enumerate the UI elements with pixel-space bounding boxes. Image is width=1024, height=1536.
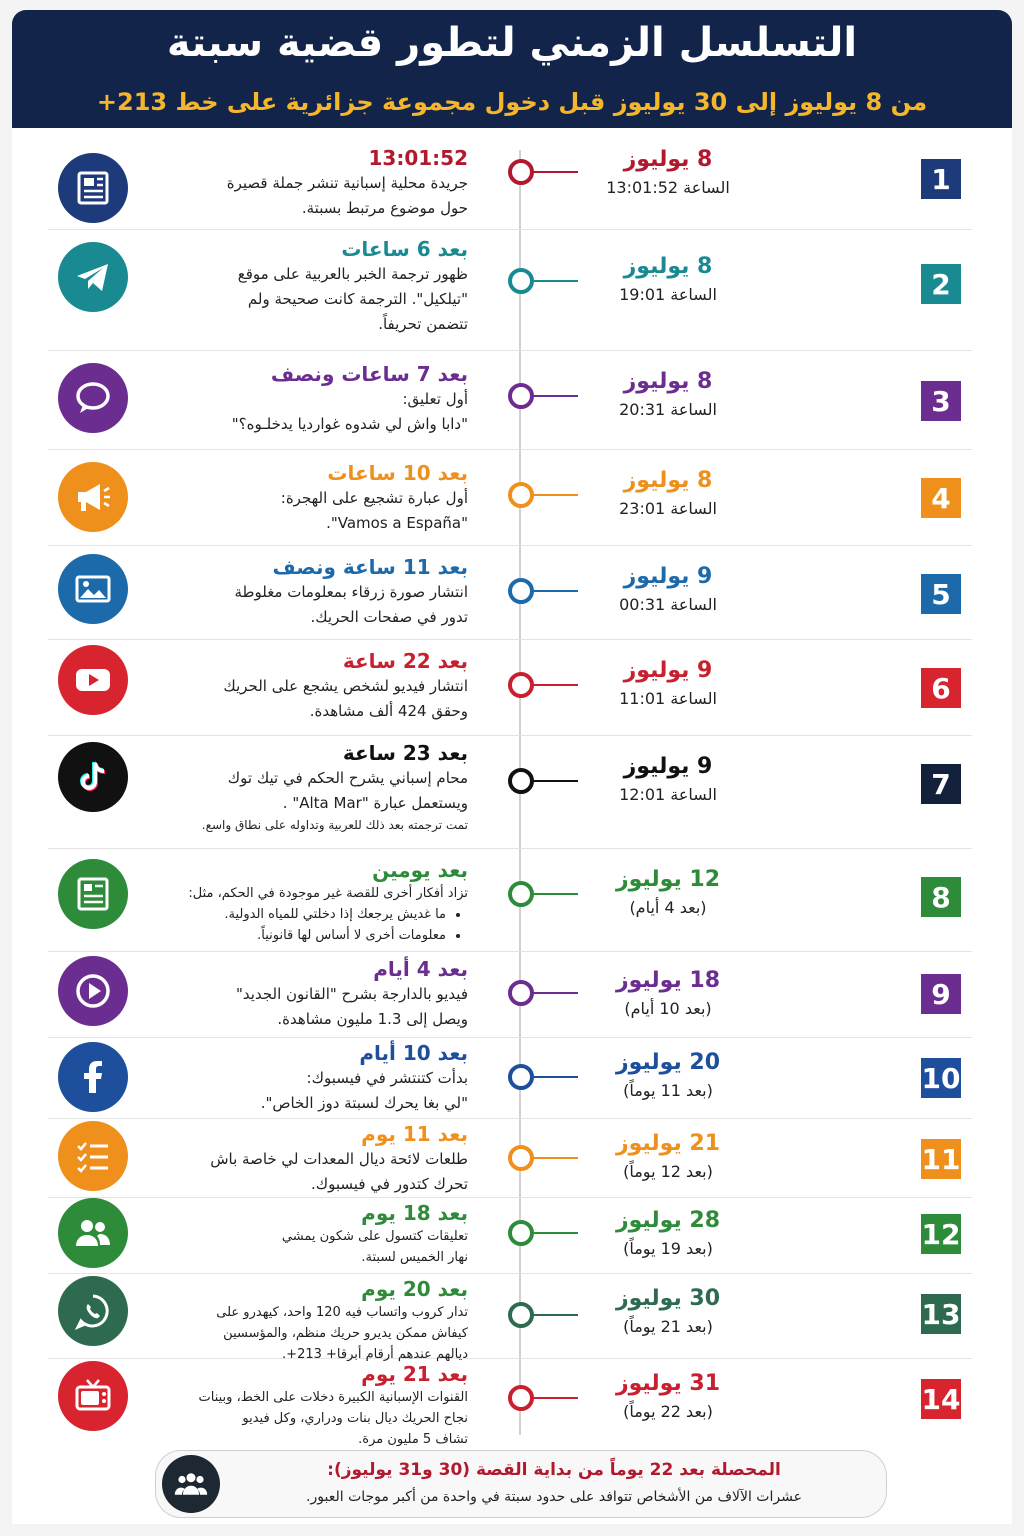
event-description bbox=[168, 262, 468, 337]
event-time: الساعة 13:01:52 bbox=[606, 178, 730, 197]
event-date: 20 يوليوز bbox=[615, 1050, 721, 1075]
event-date-block bbox=[568, 254, 768, 304]
event-line: "دابا واش لي شدوه غوارديا يدخلـوه؟" bbox=[231, 415, 468, 433]
event-date-block bbox=[568, 1208, 768, 1258]
timeline-row bbox=[48, 1359, 972, 1445]
event-heading: بعد 11 ساعة ونصف bbox=[272, 555, 468, 579]
event-bullet: • معلومات أخرى لا أساس لها قانونياً. bbox=[168, 925, 446, 946]
event-date-block bbox=[568, 1050, 768, 1100]
event-time: الساعة 00:31 bbox=[619, 595, 717, 614]
event-text bbox=[168, 1121, 468, 1197]
event-line: جريدة محلية إسبانية تنشر جملة قصيرة bbox=[226, 174, 468, 192]
event-heading: 13:01:52 bbox=[368, 146, 468, 170]
event-heading: بعد 6 ساعات bbox=[341, 237, 468, 261]
chat-bubble-icon bbox=[58, 363, 128, 433]
event-text bbox=[168, 554, 468, 630]
event-date: 9 يوليوز bbox=[623, 754, 713, 779]
event-bullet: • ما غديش يرجعك إذا دخلتي للمياه الدولية. bbox=[168, 904, 446, 925]
event-date: 21 يوليوز bbox=[615, 1131, 721, 1156]
event-heading: بعد يومين bbox=[372, 858, 468, 882]
event-date: 31 يوليوز bbox=[615, 1371, 721, 1396]
event-text bbox=[168, 361, 468, 437]
event-date: 12 يوليوز bbox=[615, 867, 721, 892]
megaphone-icon bbox=[58, 462, 128, 532]
timeline-row bbox=[48, 230, 972, 351]
event-heading: بعد 18 يوم bbox=[361, 1201, 468, 1225]
event-date: 9 يوليوز bbox=[623, 658, 713, 683]
event-line: حول موضوع مرتبط بسبتة. bbox=[301, 199, 468, 217]
youtube-icon bbox=[58, 645, 128, 715]
event-line: وحقق 424 ألف مشاهدة. bbox=[309, 702, 468, 720]
event-line: بدأت كتنتشر في فيسبوك: bbox=[306, 1069, 468, 1087]
tiktok-icon bbox=[58, 742, 128, 812]
play-icon bbox=[58, 956, 128, 1026]
event-date-block bbox=[568, 754, 768, 804]
event-line: ديالهم عندهم أرقام أبرقا+ 213+. bbox=[282, 1347, 468, 1362]
newspaper-icon bbox=[58, 153, 128, 223]
event-text bbox=[168, 145, 468, 221]
event-date-block bbox=[568, 147, 768, 197]
event-text bbox=[168, 1361, 468, 1450]
event-time: (بعد 21 يوماً) bbox=[623, 1317, 713, 1336]
event-date-block bbox=[568, 468, 768, 518]
event-line: انتشار فيديو لشخص يشجع على الحريك bbox=[223, 677, 468, 695]
event-line: ويستعمل عبارة "Alta Mar" . bbox=[282, 794, 468, 812]
event-text bbox=[168, 1276, 468, 1365]
event-date-block bbox=[568, 1371, 768, 1421]
event-description bbox=[168, 580, 468, 630]
event-line: فيديو بالدارجة بشرح "القانون الجديد" bbox=[236, 985, 468, 1003]
event-line: تزاد أفكار أخرى للقصة غير موجودة في الحكم، مثل: bbox=[188, 886, 468, 901]
event-text bbox=[168, 460, 468, 536]
timeline-row bbox=[48, 640, 972, 736]
event-date: 28 يوليوز bbox=[615, 1208, 721, 1233]
event-line: نهار الخميس لسبتة. bbox=[361, 1250, 468, 1265]
event-description bbox=[168, 1302, 468, 1365]
event-date-block bbox=[568, 1131, 768, 1181]
event-description bbox=[168, 1387, 468, 1450]
event-description bbox=[168, 1147, 468, 1197]
event-time: الساعة 19:01 bbox=[619, 285, 717, 304]
timeline-row bbox=[48, 1274, 972, 1362]
facebook-icon bbox=[58, 1042, 128, 1112]
whatsapp-icon bbox=[58, 1276, 128, 1346]
event-number: 10 bbox=[921, 1058, 961, 1098]
event-heading: بعد 4 أيام bbox=[373, 957, 468, 981]
users-icon bbox=[58, 1198, 128, 1268]
event-note: تمت ترجمته بعد ذلك للعربية وتداوله على نطاق واسع. bbox=[201, 818, 468, 832]
event-description bbox=[168, 486, 468, 536]
event-description bbox=[168, 1066, 468, 1116]
image-icon bbox=[58, 554, 128, 624]
timeline-row bbox=[48, 1038, 972, 1119]
event-text bbox=[168, 857, 468, 946]
event-description bbox=[168, 766, 468, 816]
event-number: 5 bbox=[921, 574, 961, 614]
event-date: 8 يوليوز bbox=[623, 468, 713, 493]
event-line: أول عبارة تشجيع على الهجرة: bbox=[280, 489, 468, 507]
event-time: الساعة 12:01 bbox=[619, 785, 717, 804]
event-line: تدور في صفحات الحريك. bbox=[310, 608, 468, 626]
timeline-row bbox=[48, 450, 972, 546]
event-number: 9 bbox=[921, 974, 961, 1014]
telegram-icon bbox=[58, 242, 128, 312]
event-time: (بعد 19 يوماً) bbox=[623, 1239, 713, 1258]
event-description bbox=[168, 883, 468, 946]
event-time: (بعد 22 يوماً) bbox=[623, 1402, 713, 1421]
event-time: (بعد 12 يوماً) bbox=[623, 1162, 713, 1181]
summary-title: المحصلة بعد 22 يوماً من بداية القصة (30 و31 يوليوز): bbox=[327, 1460, 781, 1480]
event-number: 8 bbox=[921, 877, 961, 917]
checklist-icon bbox=[58, 1121, 128, 1191]
event-line: كيفاش ممكن يديرو حريك منظم، والمؤسسين bbox=[223, 1326, 468, 1341]
event-line: طلعات لائحة ديال المعدات لي خاصة باش bbox=[210, 1150, 468, 1168]
event-description bbox=[168, 1226, 468, 1268]
event-time: (بعد 4 أيام) bbox=[629, 898, 707, 917]
timeline-row bbox=[48, 351, 972, 450]
event-heading: بعد 21 يوم bbox=[361, 1362, 468, 1386]
event-description bbox=[168, 387, 468, 437]
event-line: نجاح الحريك ديال بنات ودراري، وكل فيديو bbox=[242, 1411, 468, 1426]
event-text bbox=[168, 956, 468, 1032]
event-description bbox=[168, 171, 468, 221]
event-heading: بعد 22 ساعة bbox=[342, 649, 468, 673]
event-date: 18 يوليوز bbox=[615, 968, 721, 993]
page-title: التسلسل الزمني لتطور قضية سبتة bbox=[166, 20, 858, 66]
event-line: "تيلكيل". الترجمة كانت صحيحة ولم bbox=[247, 290, 468, 308]
timeline-row bbox=[48, 1119, 972, 1198]
page-subtitle: من 8 يوليوز إلى 30 يوليوز قبل دخول مجموعة جزائرية على خط 213+ bbox=[96, 88, 928, 116]
timeline-row bbox=[48, 736, 972, 849]
event-line: تتضمن تحريفاً. bbox=[378, 315, 468, 333]
event-time: الساعة 11:01 bbox=[619, 689, 717, 708]
timeline-row bbox=[48, 1198, 972, 1274]
event-line: تعليقات كتسول على شكون يمشي bbox=[281, 1229, 468, 1244]
event-heading: بعد 11 يوم bbox=[361, 1122, 468, 1146]
event-line: تحرك كتدور في فيسبوك. bbox=[311, 1175, 468, 1193]
event-line: ويصل إلى 1.3 مليون مشاهدة. bbox=[277, 1010, 468, 1028]
event-number: 7 bbox=[921, 764, 961, 804]
event-date-block bbox=[568, 369, 768, 419]
event-number: 6 bbox=[921, 668, 961, 708]
event-heading: بعد 20 يوم bbox=[361, 1277, 468, 1301]
event-heading: بعد 10 أيام bbox=[359, 1041, 468, 1065]
timeline-row bbox=[48, 145, 972, 230]
event-date: 8 يوليوز bbox=[623, 254, 713, 279]
tv-icon bbox=[58, 1361, 128, 1431]
event-description bbox=[168, 982, 468, 1032]
timeline-row bbox=[48, 952, 972, 1038]
event-heading: بعد 7 ساعات ونصف bbox=[270, 362, 468, 386]
event-number: 13 bbox=[921, 1294, 961, 1334]
event-time: (بعد 10 أيام) bbox=[624, 999, 712, 1018]
event-date-block bbox=[568, 968, 768, 1018]
summary-body: عشرات الآلاف من الأشخاص تتوافد على حدود سبتة في واحدة من أكبر موجات العبور. bbox=[306, 1489, 802, 1505]
event-text bbox=[168, 1040, 468, 1116]
event-heading: بعد 10 ساعات bbox=[327, 461, 468, 485]
timeline-row bbox=[48, 546, 972, 640]
event-number: 11 bbox=[921, 1139, 961, 1179]
event-date: 9 يوليوز bbox=[623, 564, 713, 589]
event-number: 3 bbox=[921, 381, 961, 421]
event-number: 2 bbox=[921, 264, 961, 304]
event-time: (بعد 11 يوماً) bbox=[623, 1081, 713, 1100]
event-date: 8 يوليوز bbox=[623, 147, 713, 172]
crowd-icon bbox=[162, 1455, 220, 1513]
form-icon bbox=[58, 859, 128, 929]
event-date-block bbox=[568, 867, 768, 917]
event-line: "لي بغا يحرك لسبتة دوز الخاص". bbox=[260, 1094, 468, 1112]
event-text bbox=[168, 1200, 468, 1268]
event-date: 8 يوليوز bbox=[623, 369, 713, 394]
event-line: محام إسباني يشرح الحكم في تيك توك bbox=[227, 769, 468, 787]
event-text bbox=[168, 740, 468, 834]
event-line: "Vamos a España". bbox=[326, 514, 468, 532]
event-line: تدار كروب واتساب فيه 120 واحد، كيهدرو على bbox=[216, 1305, 468, 1320]
event-time: الساعة 20:31 bbox=[619, 400, 717, 419]
event-line: تشاف 5 مليون مرة. bbox=[358, 1432, 468, 1447]
event-date-block bbox=[568, 1286, 768, 1336]
event-date: 30 يوليوز bbox=[615, 1286, 721, 1311]
summary-box bbox=[155, 1450, 887, 1518]
event-number: 1 bbox=[921, 159, 961, 199]
event-line: أول تعليق: bbox=[402, 390, 468, 408]
event-number: 12 bbox=[921, 1214, 961, 1254]
event-time: الساعة 23:01 bbox=[619, 499, 717, 518]
event-number: 4 bbox=[921, 478, 961, 518]
event-description bbox=[168, 674, 468, 724]
event-text bbox=[168, 236, 468, 337]
event-heading: بعد 23 ساعة bbox=[342, 741, 468, 765]
event-date-block bbox=[568, 564, 768, 614]
event-text bbox=[168, 648, 468, 724]
event-line: القنوات الإسبانية الكبيرة دخلات على الخط، وبينات bbox=[198, 1390, 468, 1405]
event-line: انتشار صورة زرقاء بمعلومات مغلوطة bbox=[234, 583, 468, 601]
event-line: ظهور ترجمة الخبر بالعربية على موقع bbox=[237, 265, 468, 283]
header-banner bbox=[12, 10, 1012, 128]
event-date-block bbox=[568, 658, 768, 708]
timeline-row bbox=[48, 849, 972, 952]
event-number: 14 bbox=[921, 1379, 961, 1419]
